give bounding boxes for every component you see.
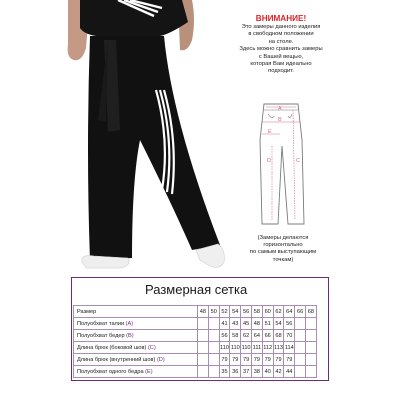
diagram-letter-b: B [278,117,282,123]
value-cell: 79 [284,354,295,366]
table-row [74,318,317,330]
value-cell [295,330,306,342]
value-cell [208,366,219,378]
value-cell: 43 [230,318,241,330]
value-cell [305,330,316,342]
row-label [74,342,198,354]
value-cell: 44 [284,366,295,378]
notice-line: подходит. [268,68,294,75]
size-header-cell: 58 [251,306,262,318]
value-cell: 79 [241,354,252,366]
value-cell: 64 [251,330,262,342]
row-label [74,330,198,342]
value-cell: 35 [219,366,230,378]
value-cell: 40 [262,366,273,378]
product-photo [60,0,235,278]
note-line: по самым выступающим [249,249,317,256]
diagram-letter-d: D [267,158,271,164]
row-label-text: Полуобхват талии [77,320,125,327]
value-cell: 110 [230,342,241,354]
value-cell [208,318,219,330]
value-cell: 79 [251,354,262,366]
value-cell [305,318,316,330]
note-line: горизонтально [263,242,303,249]
value-cell: 68 [273,330,284,342]
value-cell: 110 [219,342,230,354]
note-line: точкам) [272,256,294,263]
value-cell [208,330,219,342]
measurement-note [233,235,333,264]
value-cell: 36 [230,366,241,378]
value-cell: 45 [241,318,252,330]
notice-line: Это замеры данного изделия [241,24,321,30]
value-cell [198,330,209,342]
value-cell: 111 [251,342,262,354]
row-unit-letter: (D) [156,356,165,363]
value-cell: 51 [262,318,273,330]
value-cell [305,354,316,366]
size-header-cell: 68 [305,306,316,318]
warning-notice [226,14,336,76]
value-cell: 70 [284,330,295,342]
notice-line: в свободном положении [248,31,314,38]
size-header-cell: 56 [241,306,252,318]
size-chart [71,277,329,381]
diagram-letter-c: C [296,158,300,164]
value-cell [295,366,306,378]
row-label-text: Полуобхват одного бедра [77,368,144,375]
left-shoe [82,256,129,268]
value-cell [198,366,209,378]
size-header-row [74,306,317,318]
value-cell [208,342,219,354]
row-unit-letter: (B) [126,332,134,339]
value-cell [208,354,219,366]
note-line: (Замеры делаются [257,235,309,241]
black-top [80,0,188,36]
value-cell: 79 [262,354,273,366]
size-table [73,305,317,378]
row-label [74,366,198,378]
size-header-cell: 48 [198,306,209,318]
size-header-cell: 62 [273,306,284,318]
value-cell: 58 [230,330,241,342]
row-unit-letter: (C) [147,344,156,351]
value-cell: 41 [219,318,230,330]
value-cell [295,354,306,366]
diagram-letter-a: A [278,106,282,112]
value-cell: 79 [230,354,241,366]
table-row [74,342,317,354]
row-label-text: Длина брюк (внутренний шов) [77,356,156,363]
value-cell: 56 [219,330,230,342]
value-cell [305,342,316,354]
row-label [74,318,198,330]
warning-title: ВНИМАНИЕ! [255,14,307,23]
size-chart-title: Размерная сетка [145,282,248,297]
value-cell: 66 [262,330,273,342]
value-cell: 48 [251,318,262,330]
value-cell: 38 [251,366,262,378]
notice-line: Здесь можно сравнить замеры [239,46,323,53]
value-cell: 79 [273,354,284,366]
value-cell: 37 [241,366,252,378]
row-label [74,354,198,366]
notice-line: с Вашей вещью, [258,53,304,60]
size-header-cell: 52 [219,306,230,318]
table-row [74,354,317,366]
notice-line: которая Вам идеально [250,61,312,68]
pants-measurement-diagram [248,100,318,228]
value-cell: 42 [273,366,284,378]
size-header-cell: 66 [295,306,306,318]
size-header-label: Размер [74,306,198,318]
value-cell [198,318,209,330]
value-cell: 56 [284,318,295,330]
value-cell [295,318,306,330]
size-header-cell: 50 [208,306,219,318]
value-cell [198,354,209,366]
row-unit-letter: (E) [145,368,153,375]
value-cell: 110 [241,342,252,354]
value-cell: 62 [241,330,252,342]
notice-line: на столе. [268,38,294,45]
table-row [74,366,317,378]
value-cell [295,342,306,354]
row-label-text: Полуобхват бедер [77,332,125,339]
value-cell: 114 [284,342,295,354]
table-row [74,330,317,342]
size-header-cell: 54 [230,306,241,318]
value-cell [305,366,316,378]
row-label-text: Длина брюк (боковой шов) [77,344,147,351]
value-cell: 112 [262,342,273,354]
diagram-letter-e: E [268,129,272,135]
size-header-cell: 60 [262,306,273,318]
value-cell [198,342,209,354]
value-cell: 113 [273,342,284,354]
value-cell: 54 [273,318,284,330]
value-cell: 79 [219,354,230,366]
size-header-cell: 64 [284,306,295,318]
row-unit-letter: (A) [125,320,134,327]
